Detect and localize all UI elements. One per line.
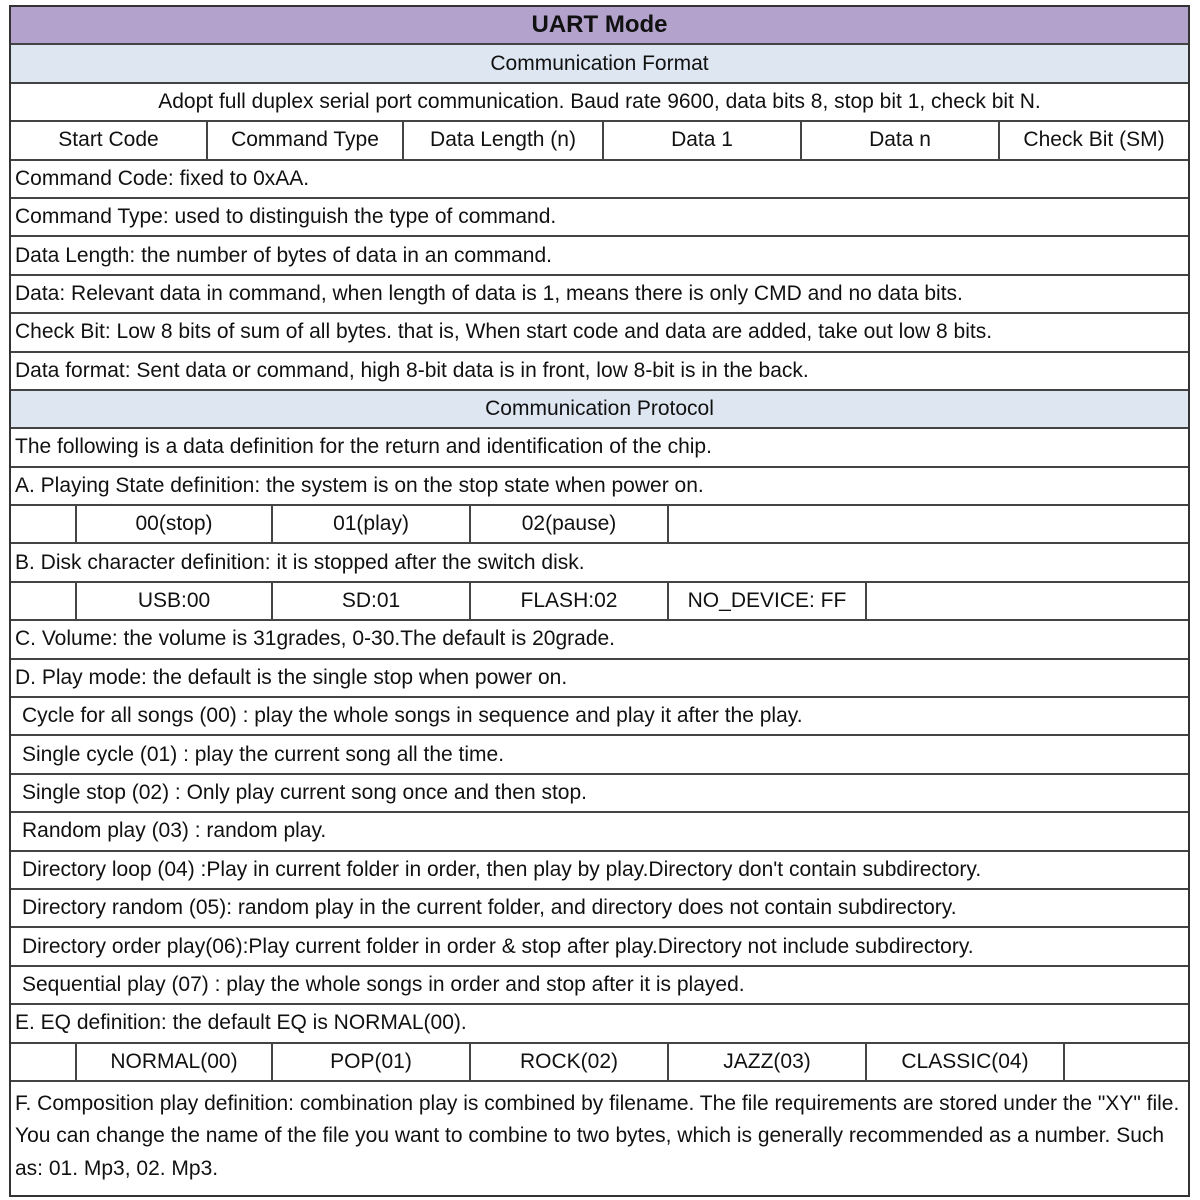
disk-definition: B. Disk character definition: it is stopped after the switch disk.: [15, 550, 585, 574]
column-header: Check Bit (SM): [1023, 128, 1165, 152]
eq-definition: E. EQ definition: the default EQ is NORMAL(00).: [15, 1011, 467, 1035]
disk-values: [11, 583, 1188, 621]
playing-state-definition: A. Playing State definition: the system is on the stop state when power on.: [15, 473, 704, 497]
column-header: Data Length (n): [404, 122, 604, 158]
empty-cell: [11, 583, 77, 619]
play-mode: Directory random (05): random play in the current folder, and directory does not contain subdirectory.: [22, 896, 957, 920]
value-cell: ROCK(02): [471, 1044, 669, 1080]
play-mode: Cycle for all songs (00) : play the whole songs in sequence and play it after the play.: [22, 704, 803, 728]
value-cell: NORMAL(00): [77, 1044, 273, 1080]
format-note: Command Code: fixed to 0xAA.: [15, 166, 310, 190]
composition-play-definition: F. Composition play definition: combination play is combined by filename. The file requirements are stored under the "XY" file. You can change the name of the file you want to combine to two bytes, which is generally recommended as a number. Such as: 01. Mp3, 02. Mp3.: [15, 1091, 1180, 1180]
play-mode: Single stop (02) : Only play current song once and then stop.: [22, 781, 588, 804]
playing-state-values: [11, 506, 1188, 544]
empty-cell: [1065, 1044, 1188, 1080]
column-header: Command Type: [208, 122, 404, 158]
play-mode-definition: D. Play mode: the default is the single stop when power on.: [15, 665, 568, 689]
format-note: Data Length: the number of bytes of data in an command.: [15, 243, 552, 267]
communication-protocol-heading: Communication Protocol: [11, 391, 1188, 429]
format-columns-row: [11, 122, 1188, 160]
format-note: Data: Relevant data in command, when length of data is 1, means there is only CMD and no data bits.: [15, 281, 963, 305]
empty-cell: [669, 506, 1188, 542]
format-note: Data format: Sent data or command, high 8-bit data is in front, low 8-bit is in the back.: [15, 358, 809, 382]
value-cell: 01(play): [273, 506, 471, 542]
column-header: Data 1: [604, 122, 802, 158]
table-title: UART Mode: [11, 7, 1188, 45]
play-mode: Directory loop (04) :Play in current folder in order, then play by play.Directory don't contain subdirectory.: [22, 857, 982, 881]
uart-mode-table: [9, 5, 1190, 1197]
value-cell: USB:00: [77, 583, 273, 619]
value-cell: CLASSIC(04): [867, 1044, 1065, 1080]
empty-cell: [867, 583, 1188, 619]
column-header: Start Code: [11, 122, 208, 158]
value-cell: 00(stop): [77, 506, 273, 542]
protocol-intro: The following is a data definition for the return and identification of the chip.: [15, 435, 712, 459]
value-cell: FLASH:02: [471, 583, 669, 619]
play-mode: Directory order play(06):Play current folder in order & stop after play.Directory not include subdirectory.: [22, 934, 974, 958]
value-cell: SD:01: [273, 583, 471, 619]
eq-values: [11, 1044, 1188, 1082]
value-cell: 02(pause): [471, 506, 669, 542]
play-mode: Random play (03) : random play.: [22, 819, 327, 843]
format-note: Command Type: used to distinguish the type of command.: [15, 205, 557, 229]
play-mode: Single cycle (01) : play the current song all the time.: [22, 742, 505, 766]
empty-cell: [11, 1044, 77, 1080]
value-cell: JAZZ(03): [669, 1044, 867, 1080]
communication-format-heading: Communication Format: [11, 45, 1188, 83]
empty-cell: [11, 506, 77, 542]
value-cell: POP(01): [273, 1044, 471, 1080]
play-mode: Sequential play (07) : play the whole songs in order and stop after it is played.: [22, 972, 745, 996]
value-cell: NO_DEVICE: FF: [669, 583, 867, 619]
volume-definition: C. Volume: the volume is 31grades, 0-30.The default is 20grade.: [15, 627, 616, 651]
format-note: Check Bit: Low 8 bits of sum of all bytes. that is, When start code and data are added, take out low 8 bits.: [15, 320, 993, 344]
format-intro: Adopt full duplex serial port communication. Baud rate 9600, data bits 8, stop bit 1, check bit N.: [11, 84, 1188, 122]
column-header: Data n: [802, 122, 1000, 158]
